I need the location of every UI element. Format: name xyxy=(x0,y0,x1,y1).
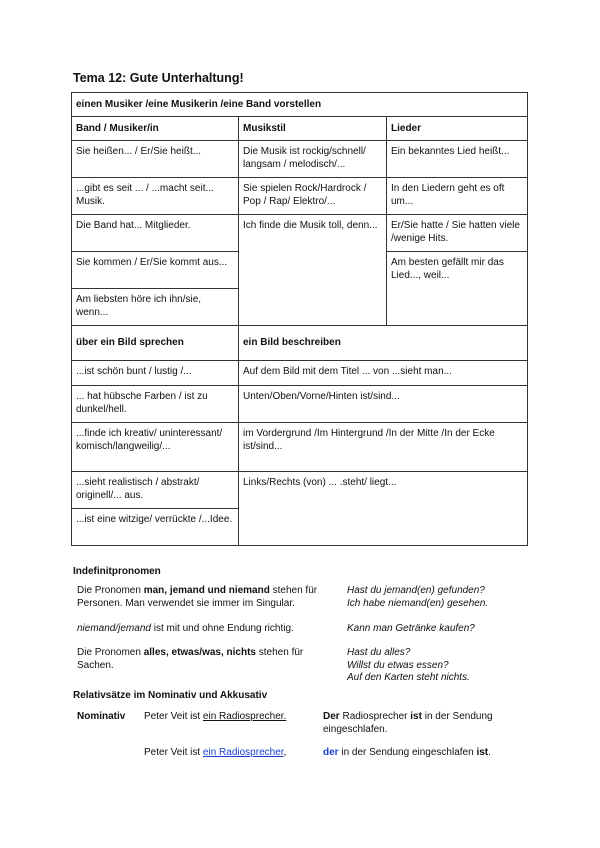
table-cell: ...sieht realistisch / abstrakt/ originell/... aus. xyxy=(72,472,239,509)
phrases-table xyxy=(71,92,528,546)
table-cell: im Vordergrund /Im Hintergrund /In der Mitte /In der Ecke ist/sind... xyxy=(239,423,528,472)
table-cell: Die Musik ist rockig/schnell/ langsam / melodisch/... xyxy=(239,141,387,178)
indef-paragraph-2: niemand/jemand ist mit und ohne Endung richtig. xyxy=(77,623,294,634)
table-cell: Sie heißen... / Er/Sie heißt... xyxy=(72,141,239,178)
table-cell: ... hat hübsche Farben / ist zu dunkel/hell. xyxy=(72,386,239,423)
table-cell: Ein bekanntes Lied heißt... xyxy=(387,141,528,178)
section-header-musiker: einen Musiker /eine Musikerin /eine Band vorstellen xyxy=(72,93,528,117)
indef-example-3: Hast du alles? Willst du etwas essen? Auf den Karten steht nichts. xyxy=(347,647,470,683)
indefinitpronomen-heading: Indefinitpronomen xyxy=(73,566,161,577)
rel-sentence-1: Peter Veit ist ein Radiosprecher. xyxy=(144,711,287,722)
table-cell: ...finde ich kreativ/ uninteressant/ komisch/langweilig/... xyxy=(72,423,239,472)
relativsaetze-heading: Relativsätze im Nominativ und Akkusativ xyxy=(73,690,268,701)
section-header-bild-sprechen: über ein Bild sprechen xyxy=(72,326,239,361)
table-cell: Links/Rechts (von) ... .steht/ liegt... xyxy=(239,472,528,546)
page-title: Tema 12: Gute Unterhaltung! xyxy=(73,71,244,85)
rel-result-1: Der Radiosprecher ist in der Sendung eingeschlafen. xyxy=(323,711,493,735)
table-cell: Am besten gefällt mir das Lied..., weil... xyxy=(387,252,528,326)
table-cell: ...ist schön bunt / lustig /... xyxy=(72,361,239,386)
table-cell: Er/Sie hatte / Sie hatten viele /wenige Hits. xyxy=(387,215,528,252)
nominativ-label: Nominativ xyxy=(77,711,126,722)
rel-sentence-2: Peter Veit ist ein Radiosprecher, xyxy=(144,747,287,758)
table-cell: In den Liedern geht es oft um... xyxy=(387,178,528,215)
table-cell: Die Band hat... Mitglieder. xyxy=(72,215,239,252)
table-cell: Ich finde die Musik toll, denn... xyxy=(239,215,387,326)
column-header-musikstil: Musikstil xyxy=(239,117,387,141)
section-header-bild-beschreiben: ein Bild beschreiben xyxy=(239,326,528,361)
indef-example-1: Hast du jemand(en) gefunden? Ich habe niemand(en) gesehen. xyxy=(347,585,489,609)
indef-paragraph-1: Die Pronomen man, jemand und niemand stehen für Personen. Man verwendet sie immer im Singular. xyxy=(77,585,318,609)
table-cell: ...gibt es seit ... / ...macht seit... Musik. xyxy=(72,178,239,215)
indef-example-2: Kann man Getränke kaufen? xyxy=(347,623,475,634)
table-cell: Sie kommen / Er/Sie kommt aus... xyxy=(72,252,239,289)
table-cell: ...ist eine witzige/ verrückte /...Idee. xyxy=(72,509,239,546)
column-header-lieder: Lieder xyxy=(387,117,528,141)
rel-result-2: der in der Sendung eingeschlafen ist. xyxy=(323,747,491,758)
table-cell: Auf dem Bild mit dem Titel ... von ...sieht man... xyxy=(239,361,528,386)
table-cell: Unten/Oben/Vorne/Hinten ist/sind... xyxy=(239,386,528,423)
column-header-band: Band / Musiker/in xyxy=(72,117,239,141)
table-cell: Am liebsten höre ich ihn/sie, wenn... xyxy=(72,289,239,326)
table-cell: Sie spielen Rock/Hardrock / Pop / Rap/ Elektro/... xyxy=(239,178,387,215)
indef-paragraph-3: Die Pronomen alles, etwas/was, nichts stehen für Sachen. xyxy=(77,647,304,671)
